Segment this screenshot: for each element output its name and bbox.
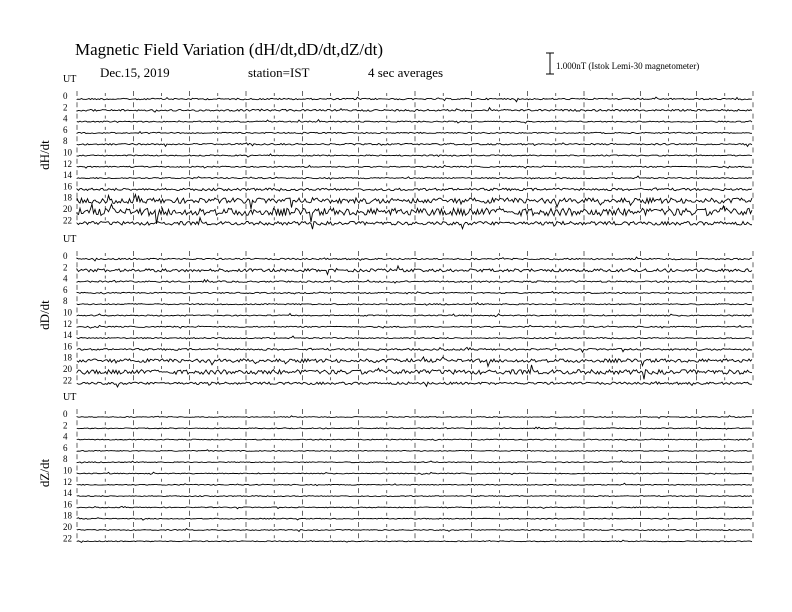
trace-line [77, 461, 752, 463]
row-label-16: 16 [63, 341, 72, 352]
trace-line [77, 188, 752, 191]
trace-line [77, 483, 752, 485]
row-ticks [77, 477, 753, 482]
row-ticks [77, 193, 753, 198]
row-ticks [77, 148, 753, 153]
panels [37, 74, 753, 543]
row-label-6: 6 [63, 442, 68, 453]
row-ticks [77, 533, 753, 538]
row-label-22: 22 [63, 215, 72, 226]
row-label-2: 2 [63, 262, 68, 273]
trace-line [77, 427, 752, 429]
trace-line [77, 365, 752, 379]
row-label-8: 8 [63, 454, 68, 465]
row-ticks [77, 125, 753, 130]
row-label-6: 6 [63, 284, 68, 295]
trace-line [77, 496, 752, 497]
averaging-label: 4 sec averages [368, 65, 444, 80]
trace-line [77, 218, 752, 230]
panel-dH-dt [37, 74, 753, 229]
row-ticks [77, 488, 753, 493]
row-label-4: 4 [63, 273, 68, 284]
row-ticks [77, 330, 753, 335]
panel-dZ-dt [37, 392, 753, 543]
row-label-10: 10 [63, 465, 72, 476]
row-label-12: 12 [63, 158, 72, 169]
panel-ylabel: dZ/dt [37, 458, 52, 488]
trace-line [77, 132, 752, 134]
trace-line [77, 357, 752, 366]
row-ticks [77, 181, 753, 186]
scale-label: 1.000nT (Istok Lemi-30 magnetometer) [556, 61, 700, 71]
row-ticks [77, 102, 753, 107]
trace-line [77, 143, 752, 147]
trace-line [77, 518, 752, 520]
trace-line [77, 176, 752, 179]
scale-bar [546, 53, 699, 74]
row-ticks [77, 296, 753, 301]
trace-line [77, 506, 752, 508]
row-ticks [77, 522, 753, 527]
trace-line [77, 154, 752, 157]
row-label-22: 22 [63, 375, 72, 386]
row-ticks [77, 91, 753, 96]
row-ticks [77, 466, 753, 471]
row-label-20: 20 [63, 364, 72, 374]
row-label-20: 20 [63, 522, 72, 532]
trace-line [77, 291, 752, 294]
row-label-8: 8 [63, 296, 68, 307]
row-ticks [77, 511, 753, 516]
trace-line [77, 120, 752, 123]
panel-ylabel: dD/dt [37, 300, 52, 330]
trace-line [77, 257, 752, 261]
panel-dD-dt [37, 234, 753, 387]
date-label: Dec.15, 2019 [100, 65, 170, 80]
row-ticks [77, 262, 753, 267]
row-ticks [77, 170, 753, 175]
row-label-10: 10 [63, 147, 72, 158]
row-ticks [77, 285, 753, 290]
station-label: station=IST [248, 65, 310, 80]
trace-line [77, 347, 752, 352]
row-label-16: 16 [63, 499, 72, 510]
row-ticks [77, 420, 753, 425]
trace-line [77, 472, 752, 474]
row-label-14: 14 [63, 488, 72, 499]
row-ticks [77, 215, 753, 220]
trace-line [77, 195, 752, 209]
row-label-2: 2 [63, 102, 68, 113]
trace-line [77, 450, 752, 452]
trace-line [77, 204, 752, 224]
row-label-22: 22 [63, 533, 72, 544]
trace-line [77, 382, 752, 387]
row-ticks [77, 409, 753, 414]
row-ticks [77, 454, 753, 459]
row-label-18: 18 [63, 192, 72, 203]
row-ticks [77, 251, 753, 256]
row-label-18: 18 [63, 352, 72, 363]
row-label-18: 18 [63, 510, 72, 521]
row-ticks [77, 308, 753, 313]
trace-line [77, 540, 752, 542]
trace-line [77, 314, 752, 317]
chart-title: Magnetic Field Variation (dH/dt,dD/dt,dZ/dt) [75, 40, 384, 59]
trace-line [77, 303, 752, 305]
row-ticks [77, 353, 753, 358]
row-label-8: 8 [63, 136, 68, 147]
row-label-0: 0 [63, 251, 68, 261]
row-ticks [77, 274, 753, 279]
trace-line [77, 325, 752, 328]
row-label-16: 16 [63, 181, 72, 192]
trace-line [77, 416, 752, 419]
row-label-2: 2 [63, 420, 68, 431]
row-label-6: 6 [63, 124, 68, 135]
row-label-12: 12 [63, 318, 72, 329]
row-ticks [77, 341, 753, 346]
row-ticks [77, 204, 753, 209]
row-label-14: 14 [63, 330, 72, 341]
trace-line [77, 266, 752, 275]
row-ticks [77, 499, 753, 504]
ut-label: UT [63, 234, 77, 245]
row-ticks [77, 136, 753, 141]
panel-ylabel: dH/dt [37, 140, 52, 170]
trace-line [77, 439, 752, 441]
row-ticks [77, 375, 753, 380]
trace-line [77, 165, 752, 168]
trace-line [77, 336, 752, 339]
row-label-4: 4 [63, 431, 68, 442]
ut-label: UT [63, 74, 77, 85]
row-label-14: 14 [63, 170, 72, 181]
trace-line [77, 108, 752, 112]
row-label-10: 10 [63, 307, 72, 318]
row-label-0: 0 [63, 91, 68, 101]
trace-line [77, 529, 752, 532]
row-ticks [77, 364, 753, 369]
row-ticks [77, 432, 753, 437]
row-label-0: 0 [63, 409, 68, 419]
trace-line [77, 97, 752, 102]
row-ticks [77, 443, 753, 448]
row-label-4: 4 [63, 113, 68, 124]
row-ticks [77, 114, 753, 119]
trace-line [77, 280, 752, 283]
row-ticks [77, 319, 753, 324]
row-ticks [77, 159, 753, 164]
row-label-20: 20 [63, 204, 72, 214]
row-label-12: 12 [63, 476, 72, 487]
ut-label: UT [63, 392, 77, 403]
